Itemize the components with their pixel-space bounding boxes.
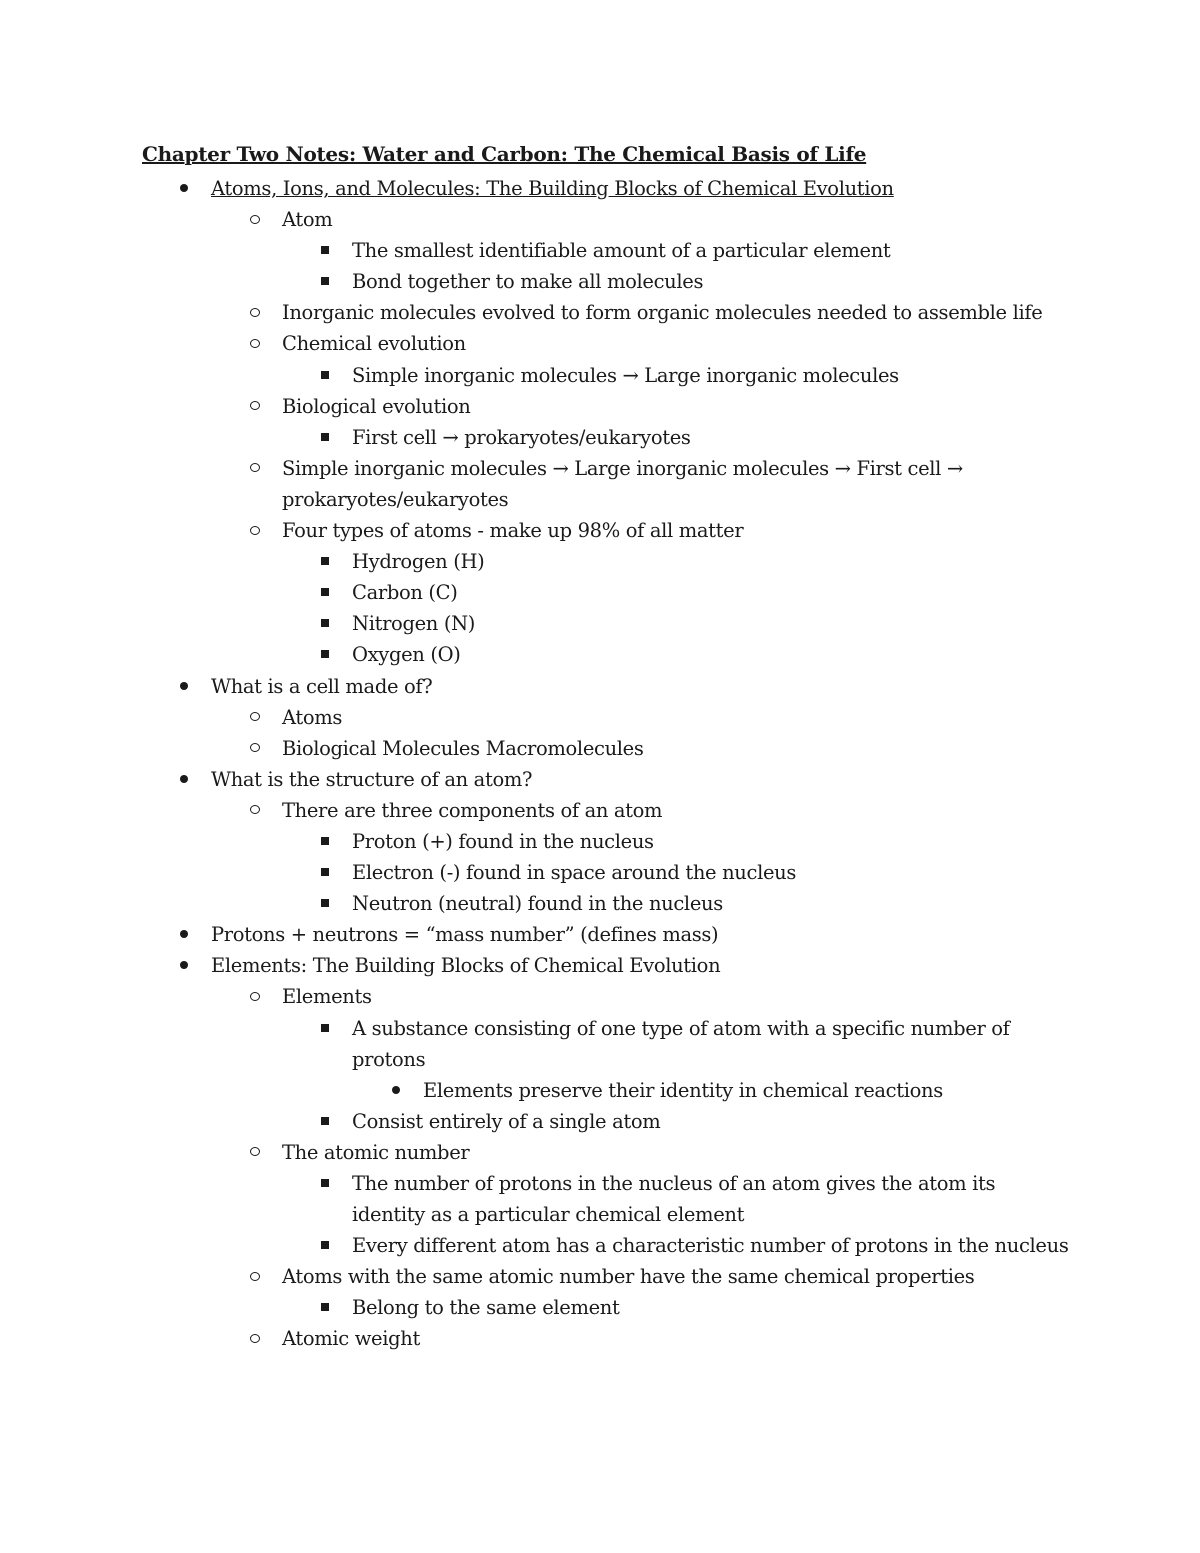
bullet-circle-icon xyxy=(243,795,267,826)
outline-item-text: Atomic weight xyxy=(282,1327,420,1351)
outline-item-text: Simple inorganic molecules → Large inorganic molecules xyxy=(352,363,899,387)
outline-item xyxy=(0,857,1200,888)
outline-item-text: Atoms, Ions, and Molecules: The Building Blocks of Chemical Evolution xyxy=(211,177,894,200)
outline-item-text: Every different atom has a characteristic number of protons in the nucleus xyxy=(352,1234,1069,1258)
outline-item-text: Belong to the same element xyxy=(352,1296,620,1320)
bullet-dot-icon xyxy=(172,671,196,702)
bullet-dot-icon xyxy=(384,1075,408,1106)
page-title: Chapter Two Notes: Water and Carbon: The Chemical Basis of Life xyxy=(142,142,867,166)
bullet-square-icon xyxy=(313,608,337,639)
outline-item-text: The atomic number xyxy=(282,1140,470,1164)
bullet-dot-icon xyxy=(172,764,196,795)
outline-item xyxy=(0,328,1200,359)
outline-item-text: The smallest identifiable amount of a particular element xyxy=(352,239,891,263)
outline-item-text: A substance consisting of one type of atom with a specific number of xyxy=(352,1016,1010,1040)
bullet-square-icon xyxy=(313,639,337,670)
outline-item xyxy=(0,795,1200,826)
bullet-square-icon xyxy=(313,826,337,857)
bullet-circle-icon xyxy=(243,328,267,359)
bullet-circle-icon xyxy=(243,1137,267,1168)
outline-item xyxy=(0,546,1200,577)
bullet-square-icon xyxy=(313,266,337,297)
bullet-circle-icon xyxy=(243,981,267,1012)
outline-item-text: Neutron (neutral) found in the nucleus xyxy=(352,892,723,916)
outline-item-text: Simple inorganic molecules → Large inorganic molecules → First cell → xyxy=(282,456,963,480)
outline-item xyxy=(0,671,1200,702)
outline-item-text: Bond together to make all molecules xyxy=(352,270,704,294)
outline-item-text: Biological evolution xyxy=(282,394,471,418)
outline-item-text: protons xyxy=(352,1047,426,1071)
outline-item xyxy=(0,577,1200,608)
outline-item-text: Elements preserve their identity in chemical reactions xyxy=(423,1078,943,1102)
bullet-square-icon xyxy=(313,235,337,266)
outline-item xyxy=(0,173,1200,204)
outline-item-text: The number of protons in the nucleus of an atom gives the atom its xyxy=(352,1172,996,1195)
outline-item xyxy=(0,515,1200,546)
outline-item xyxy=(0,297,1200,328)
outline-item xyxy=(0,1137,1200,1168)
bullet-dot-icon xyxy=(172,950,196,981)
outline-item xyxy=(0,1075,1200,1106)
outline-item xyxy=(0,422,1200,453)
bullet-square-icon xyxy=(313,857,337,888)
bullet-square-icon xyxy=(313,546,337,577)
outline-item xyxy=(0,391,1200,422)
outline-item-text: Atoms xyxy=(282,705,343,729)
bullet-circle-icon xyxy=(243,391,267,422)
bullet-square-icon xyxy=(313,577,337,608)
outline-item-text: prokaryotes/eukaryotes xyxy=(282,487,509,511)
outline-item xyxy=(0,360,1200,391)
outline-item-text: Carbon (C) xyxy=(352,581,458,605)
outline-item-text: What is a cell made of? xyxy=(211,674,433,698)
bullet-circle-icon xyxy=(243,702,267,733)
outline-item xyxy=(0,1044,1200,1075)
outline-item-text: Atoms with the same atomic number have the same chemical properties xyxy=(282,1265,975,1289)
outline-item xyxy=(0,484,1200,515)
outline-item-text: Inorganic molecules evolved to form organic molecules needed to assemble life xyxy=(282,301,1043,325)
bullet-square-icon xyxy=(313,1168,337,1199)
bullet-square-icon xyxy=(313,1106,337,1137)
outline-item-text: Elements xyxy=(282,985,372,1009)
outline-item xyxy=(0,1261,1200,1292)
bullet-square-icon xyxy=(313,422,337,453)
outline-item-text: Four types of atoms - make up 98% of all matter xyxy=(282,519,744,543)
outline-item xyxy=(0,888,1200,919)
outline-item xyxy=(0,639,1200,670)
outline-item xyxy=(0,453,1200,484)
outline-item-text: First cell → prokaryotes/eukaryotes xyxy=(352,425,691,449)
outline-item-text: Proton (+) found in the nucleus xyxy=(352,829,654,853)
outline-item-text: Hydrogen (H) xyxy=(352,550,485,574)
outline-item xyxy=(0,764,1200,795)
outline-item xyxy=(0,1323,1200,1354)
outline-item xyxy=(0,981,1200,1012)
outline-item-text: Protons + neutrons = “mass number” (defines mass) xyxy=(211,923,719,947)
outline-item xyxy=(0,826,1200,857)
outline-item-text: Electron (-) found in space around the nucleus xyxy=(352,861,797,885)
bullet-dot-icon xyxy=(172,919,196,950)
outline-item xyxy=(0,1199,1200,1230)
bullet-square-icon xyxy=(313,1013,337,1044)
bullet-square-icon xyxy=(313,1292,337,1323)
bullet-circle-icon xyxy=(243,297,267,328)
bullet-square-icon xyxy=(313,888,337,919)
outline-item xyxy=(0,1013,1200,1044)
bullet-circle-icon xyxy=(243,453,267,484)
outline-item-text: identity as a particular chemical element xyxy=(352,1203,745,1227)
outline-item xyxy=(0,266,1200,297)
outline-item xyxy=(0,733,1200,764)
outline-item-text: Consist entirely of a single atom xyxy=(352,1109,661,1133)
outline-item xyxy=(0,919,1200,950)
outline-item-text: Atom xyxy=(282,208,333,232)
outline-item-text: Nitrogen (N) xyxy=(352,612,476,636)
outline-item xyxy=(0,1106,1200,1137)
outline-item-text: There are three components of an atom xyxy=(282,798,663,822)
outline-item xyxy=(0,1168,1200,1199)
outline-item xyxy=(0,950,1200,981)
bullet-square-icon xyxy=(313,1230,337,1261)
outline-item xyxy=(0,204,1200,235)
bullet-circle-icon xyxy=(243,515,267,546)
bullet-dot-icon xyxy=(172,173,196,204)
bullet-circle-icon xyxy=(243,1261,267,1292)
outline-item-text: Chemical evolution xyxy=(282,332,466,356)
outline-item xyxy=(0,608,1200,639)
outline-item xyxy=(0,235,1200,266)
outline-item-text: Elements: The Building Blocks of Chemical Evolution xyxy=(211,954,721,978)
outline-item xyxy=(0,1292,1200,1323)
bullet-square-icon xyxy=(313,360,337,391)
bullet-circle-icon xyxy=(243,204,267,235)
outline-item xyxy=(0,1230,1200,1261)
outline-item-text: Oxygen (O) xyxy=(352,643,461,667)
outline-item xyxy=(0,702,1200,733)
notes-outline xyxy=(0,173,1200,1355)
outline-item-text: Biological Molecules Macromolecules xyxy=(282,736,644,760)
outline-item-text: What is the structure of an atom? xyxy=(211,767,533,791)
bullet-circle-icon xyxy=(243,733,267,764)
bullet-circle-icon xyxy=(243,1323,267,1354)
